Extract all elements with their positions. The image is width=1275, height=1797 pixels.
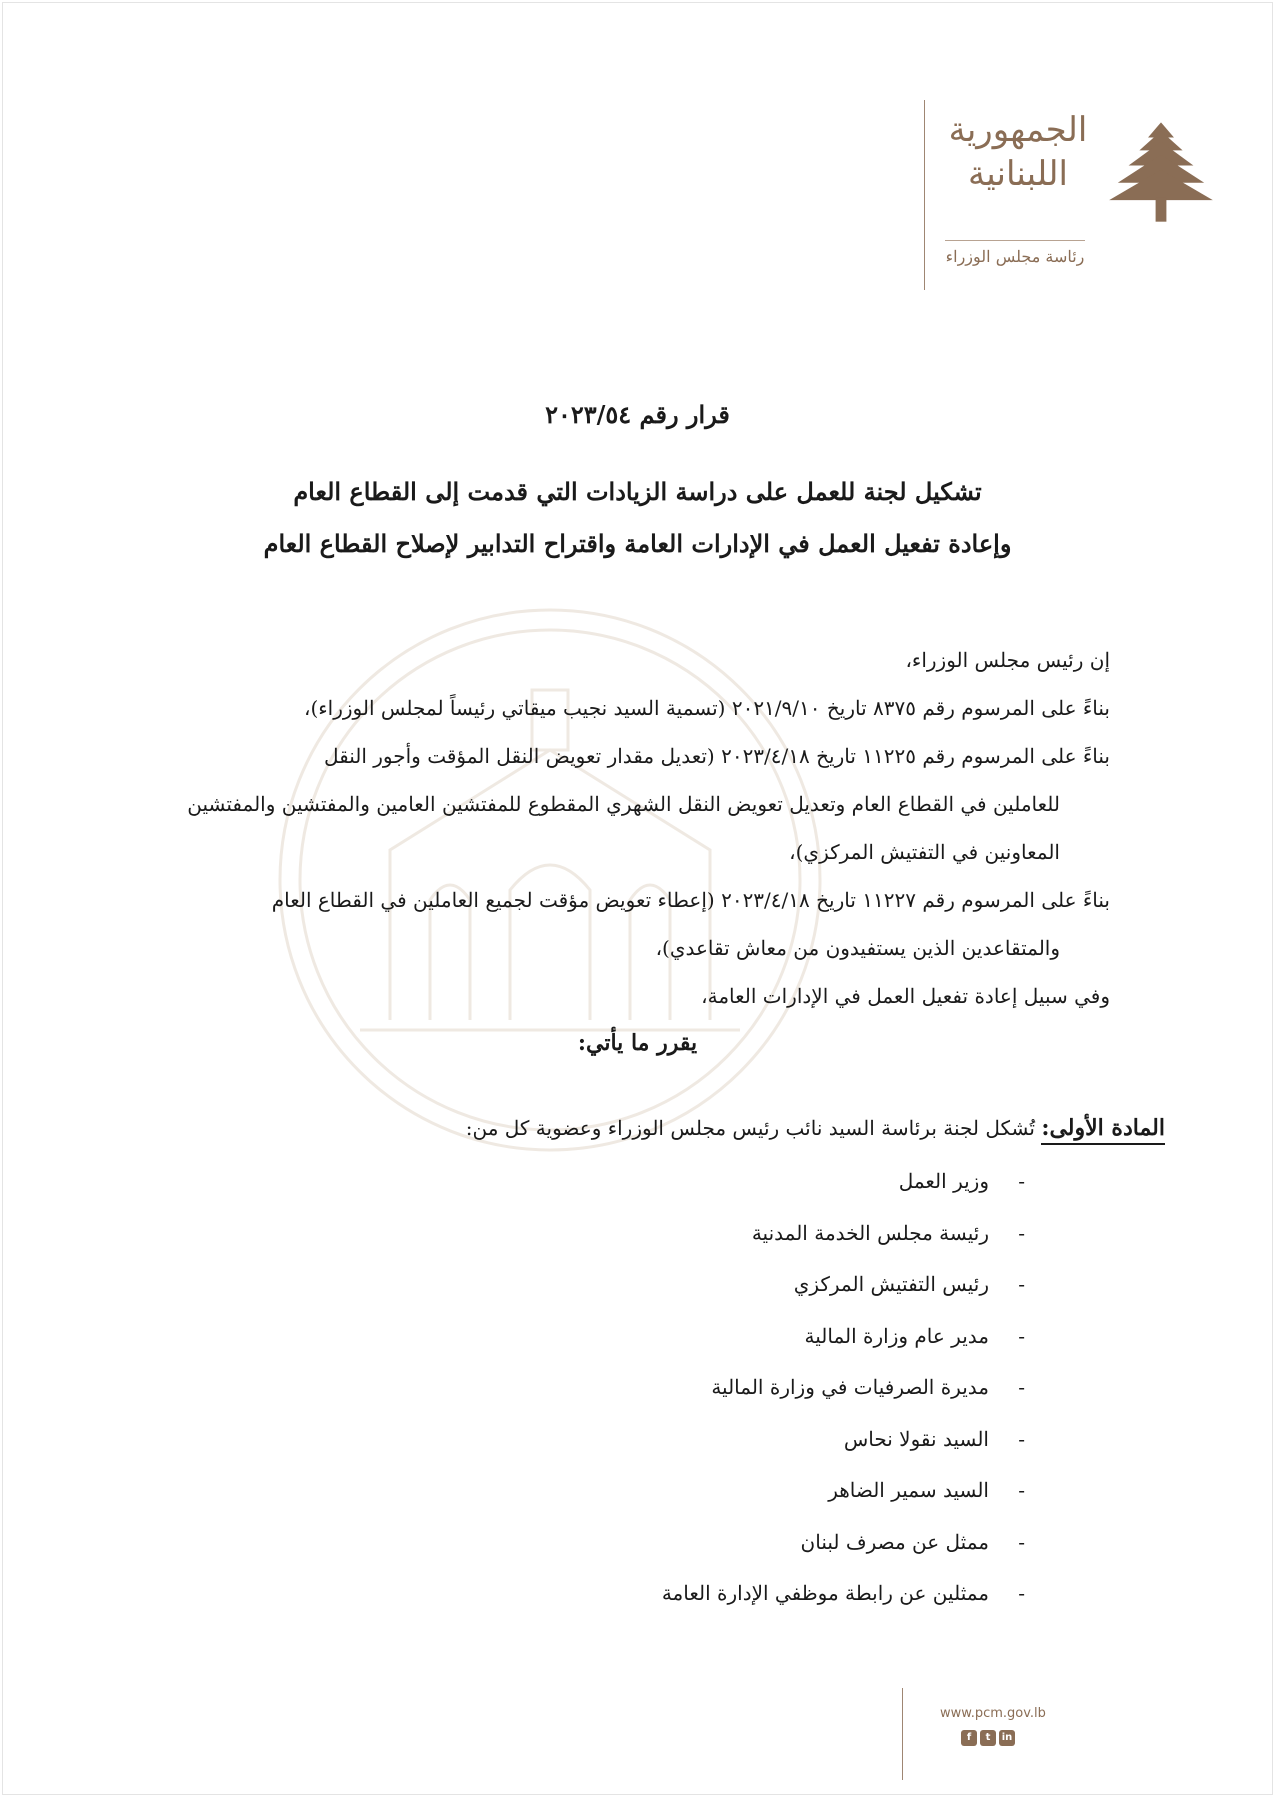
- preamble-basis-3-line-2: والمتقاعدين الذين يستفيدون من معاش تقاعدي)،: [655, 936, 1060, 960]
- letterhead-divider: [924, 100, 925, 290]
- decision-title-line-1: تشكيل لجنة للعمل على دراسة الزيادات التي قدمت إلى القطاع العام: [293, 477, 982, 506]
- article-1: [165, 1104, 1165, 1152]
- list-item: - وزير العمل: [325, 1156, 1025, 1208]
- decision-title-line-2: وإعادة تفعيل العمل في الإدارات العامة واقتراح التدابير لإصلاح القطاع العام: [263, 529, 1012, 558]
- list-item: - رئيسة مجلس الخدمة المدنية: [325, 1208, 1025, 1260]
- preamble-basis-2-line-2: للعاملين في القطاع العام وتعديل تعويض النقل الشهري المقطوع للمفتشين العامين والمفتشين والمفتشين: [187, 792, 1060, 816]
- preamble-basis-2-line-1: بناءً على المرسوم رقم ١١٢٢٥ تاريخ ٢٠٢٣/٤/١٨ (تعديل مقدار تعويض النقل المؤقت وأجور النقل: [323, 744, 1110, 768]
- letterhead: [895, 100, 1215, 295]
- list-item: - السيد نقولا نحاس: [325, 1414, 1025, 1466]
- decision-title: [200, 466, 1075, 570]
- committee-members-list: [325, 1156, 1025, 1620]
- emblem-line-2: اللبنانية: [968, 154, 1068, 194]
- emblem-line-1: الجمهورية: [948, 110, 1088, 150]
- list-item: - مديرة الصرفيات في وزارة المالية: [325, 1362, 1025, 1414]
- twitter-icon[interactable]: t: [980, 1730, 996, 1746]
- preamble: [105, 636, 1110, 1020]
- decision-number: قرار رقم ٢٠٢٣/٥٤: [545, 400, 730, 429]
- preamble-basis-3-line-1: بناءً على المرسوم رقم ١١٢٢٧ تاريخ ٢٠٢٣/٤/١٨ (إعطاء تعويض مؤقت لجميع العاملين في القطاع العام: [271, 888, 1110, 912]
- preamble-purpose: وفي سبيل إعادة تفعيل العمل في الإدارات العامة،: [701, 984, 1110, 1008]
- preamble-opening: إن رئيس مجلس الوزراء،: [905, 648, 1110, 672]
- list-item: - السيد سمير الضاهر: [325, 1465, 1025, 1517]
- footer-divider: [902, 1688, 903, 1780]
- article-1-text: تُشكل لجنة برئاسة السيد نائب رئيس مجلس الوزراء وعضوية كل من:: [465, 1116, 1035, 1140]
- preamble-basis-2-line-3: المعاونين في التفتيش المركزي)،: [789, 840, 1060, 864]
- cedar-tree-icon: [1107, 118, 1215, 226]
- article-1-label: المادة الأولى:: [1041, 1115, 1165, 1145]
- facebook-icon[interactable]: f: [961, 1730, 977, 1746]
- list-item: - ممثلين عن رابطة موظفي الإدارة العامة: [325, 1568, 1025, 1620]
- emblem-subtitle: رئاسة مجلس الوزراء: [945, 240, 1085, 266]
- social-links: [961, 1730, 1015, 1746]
- emblem-title: [943, 108, 1093, 196]
- website-link[interactable]: www.pcm.gov.lb: [940, 1706, 1046, 1721]
- resolves-heading: يقرر ما يأتي:: [577, 1030, 698, 1056]
- list-item: - مدير عام وزارة المالية: [325, 1311, 1025, 1363]
- preamble-basis-1: بناءً على المرسوم رقم ٨٣٧٥ تاريخ ٢٠٢١/٩/١٠ (تسمية السيد نجيب ميقاتي رئيساً لمجلس الوزراء)،: [304, 696, 1110, 720]
- linkedin-icon[interactable]: in: [999, 1730, 1015, 1746]
- list-item: - رئيس التفتيش المركزي: [325, 1259, 1025, 1311]
- list-item: - ممثل عن مصرف لبنان: [325, 1517, 1025, 1569]
